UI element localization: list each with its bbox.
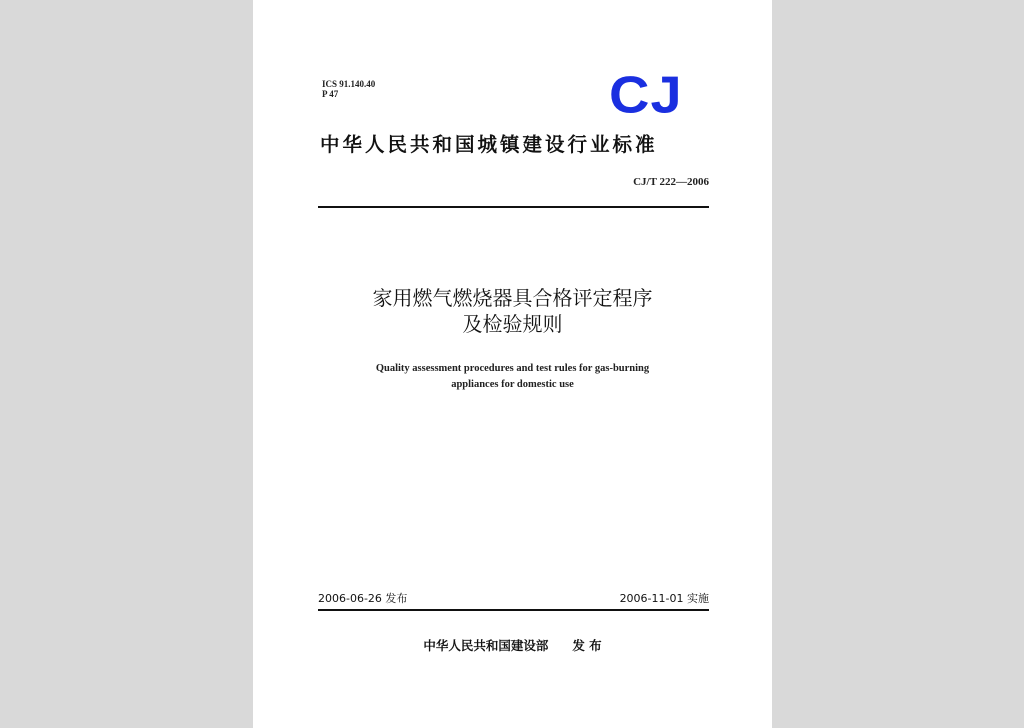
document-title-chinese	[253, 285, 772, 337]
document-page	[253, 0, 772, 728]
classification-code: P 47	[322, 89, 339, 99]
title-cn-line-1: 家用燃气燃烧器具合格评定程序	[372, 286, 653, 310]
issue-date: 2006-06-26 发布	[318, 592, 408, 605]
ics-block	[322, 79, 375, 99]
standard-number: CJ/T 222—2006	[633, 176, 709, 188]
ics-code: ICS 91.140.40	[322, 79, 376, 89]
title-cn-line-2: 及检验规则	[462, 312, 563, 336]
cj-logo: CJ	[609, 65, 683, 124]
date-row	[318, 591, 709, 607]
standard-title: 中华人民共和国城镇建设行业标准	[320, 133, 658, 156]
bottom-divider	[318, 609, 709, 611]
implementation-date: 2006-11-01 实施	[619, 592, 709, 605]
publisher-line	[253, 637, 772, 655]
title-en-line-1: Quality assessment procedures and test rules for gas-burning	[375, 363, 650, 374]
document-title-english	[253, 361, 772, 393]
top-divider	[318, 206, 709, 208]
publisher-name: 中华人民共和国建设部	[423, 638, 549, 653]
publish-label: 发 布	[572, 638, 602, 653]
title-en-line-2: appliances for domestic use	[451, 379, 574, 390]
